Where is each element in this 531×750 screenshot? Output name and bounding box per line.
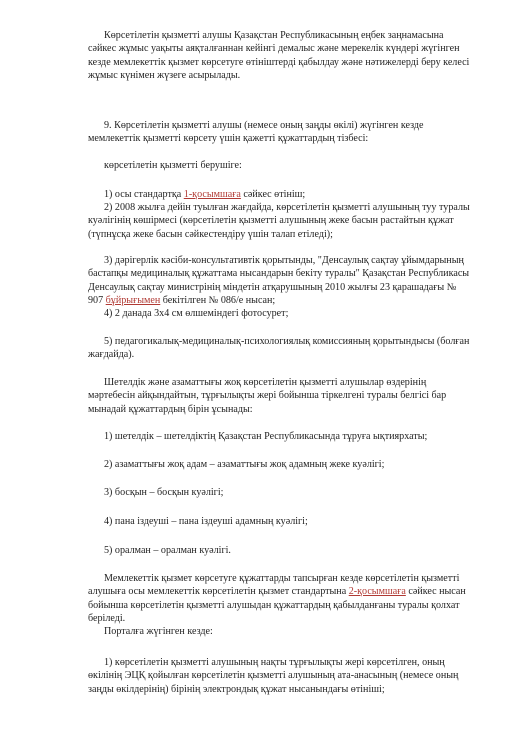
list-item-application xyxy=(88,188,474,201)
paragraph-portal xyxy=(88,625,474,638)
list-item-commission-conclusion xyxy=(88,335,474,362)
list-item-stateless-person xyxy=(88,458,474,471)
appendix-2-link[interactable]: 2-қосымшаға xyxy=(348,586,406,598)
paragraph-portal-text: Порталға жүгінген кезде: xyxy=(104,626,213,637)
paragraph-receipt-text: Мемлекеттік қызмет көрсетуге құжаттарды тапсырған кезде көрсетілетін қызметті алушыға осы мемлекеттік көрсетілетін қызмет стандартына xyxy=(88,573,460,598)
paragraph-receipt-suffix: сәйкес нысан бойынша көрсетілетін қызметті алушыдан құжаттардың қабылданғаны туралы қолхат беріледі. xyxy=(88,586,466,624)
list-item-application-suffix: сәйкес өтініш; xyxy=(240,189,306,200)
list-item-stateless-person-text: 2) азаматтығы жоқ адам – азаматтығы жоқ адамның жеке куәлігі; xyxy=(104,459,385,470)
list-item-asylum-seeker-text: 4) пана іздеуші – пана іздеуші адамның куәлігі; xyxy=(104,516,308,527)
order-link[interactable]: бұйрығымен xyxy=(105,294,161,306)
list-item-birth-certificate xyxy=(88,201,474,241)
list-item-asylum-seeker xyxy=(88,515,474,528)
list-item-oralman xyxy=(88,544,474,557)
list-item-electronic-application-text: 1) көрсетілетін қызметті алушының нақты тұрғылықты жері көрсетілген, оның өкілінің ЭЦҚ қойылған көрсетілетін қызметті алушының ата-анасының (немесе оның заңды өкілдерінің) бірінің электрондық құжат нысанындағы өтініші; xyxy=(88,657,459,695)
list-item-foreigner xyxy=(88,430,474,443)
paragraph-service-provider-text: көрсетілетін қызметті берушіге: xyxy=(104,160,242,171)
list-item-photo xyxy=(88,307,474,320)
list-item-birth-certificate-text: 2) 2008 жылға дейін туылған жағдайда, көрсетілетін қызметті алушының туу туралы куәлігінің көшірмесі (көрсетілетін қызметті алушының жеке басын растайтын құжат (түпнұсқа жеке басын сәйкестендіру үшін талап етіледі); xyxy=(88,202,470,240)
paragraph-foreign-applicants xyxy=(88,376,474,416)
list-item-foreigner-text: 1) шетелдік – шетелдіктің Қазақстан Республикасында тұруға ықтиярхаты; xyxy=(104,431,428,442)
list-item-oralman-text: 5) оралман – оралман куәлігі. xyxy=(104,545,231,556)
appendix-1-link[interactable]: 1-қосымшаға xyxy=(183,189,241,200)
list-item-photo-text: 4) 2 данада 3х4 см өлшеміндегі фотосурет; xyxy=(104,308,289,319)
list-item-commission-conclusion-text: 5) педагогикалық-медициналық-психологиялық комиссияның қорытындысы (болған жағдайда). xyxy=(88,336,470,361)
list-item-medical-conclusion-suffix: бекітілген № 086/е нысан; xyxy=(160,294,276,306)
list-item-electronic-application xyxy=(88,656,474,696)
list-item-refugee xyxy=(88,486,474,499)
paragraph-working-days-text: Көрсетілетін қызметті алушы Қазақстан Республикасының еңбек заңнамасына сәйкес жұмыс уақыты аяқталғаннан кейінгі демалыс және мерекелік күндері жүгінген кезде мемлекеттік қызмет көрсетуге өтініштерді қабылдау және нәтижелерді беру келесі жұмыс күнімен жүзеге асырылады. xyxy=(88,30,470,81)
paragraph-receipt xyxy=(88,572,474,625)
paragraph-working-days xyxy=(88,29,474,82)
paragraph-foreign-applicants-text: Шетелдік және азаматтығы жоқ көрсетілетін қызметті алушылар өздерінің мәртебесін айқындайтын, тұрғылықты жері бойынша тіркелгені туралы белгісі бар мынадай құжаттардың бірін ұсынады: xyxy=(88,377,447,415)
list-item-medical-conclusion-text: 3) дәрігерлік кәсіби-консультативтік қорытынды, "Денсаулық сақтау ұйымдарының бастапқы медициналық құжаттама нысандарын бекіту туралы" Қазақстан Республикасы Денсаулық сақтау министрінің міндетін атқарушының 2010 жылғы 23 қарашадағы № 907 xyxy=(88,255,470,306)
paragraph-document-list-heading-text: 9. Көрсетілетін қызметті алушы (немесе оның заңды өкілі) жүгінген кезде мемлекеттік қызметті көрсету үшін қажетті құжаттардың тізбесі: xyxy=(88,120,424,145)
list-item-application-text: 1) осы стандартқа xyxy=(104,189,184,200)
paragraph-service-provider xyxy=(88,159,474,172)
list-item-refugee-text: 3) босқын – босқын куәлігі; xyxy=(104,487,224,498)
paragraph-document-list-heading xyxy=(88,119,474,146)
list-item-medical-conclusion xyxy=(88,254,474,307)
